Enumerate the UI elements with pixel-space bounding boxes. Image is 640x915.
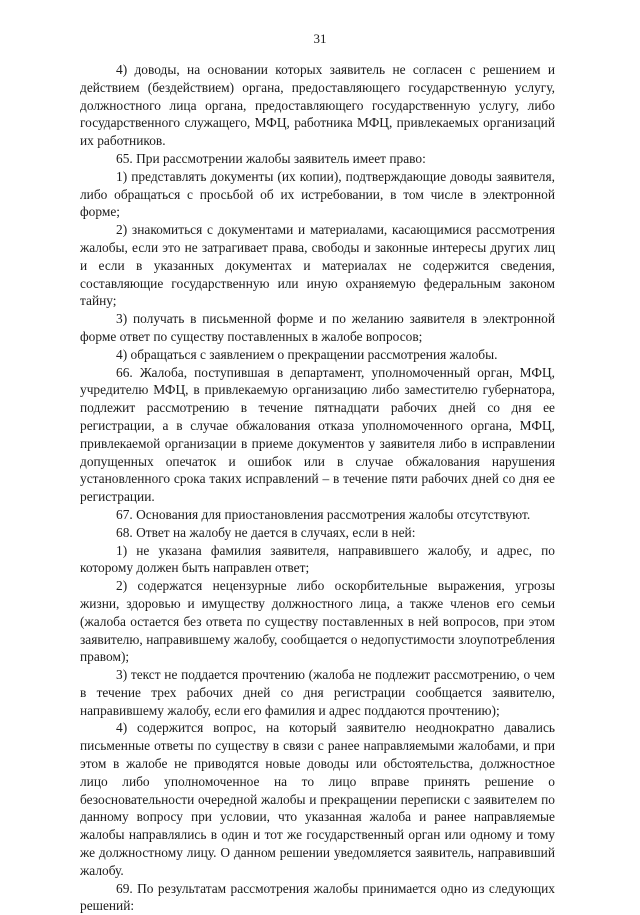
paragraph-65-item-3: 3) получать в письменной форме и по желанию заявителя в электронной форме ответ по существу поставленных в жалобе вопросов;: [80, 311, 555, 344]
paragraph-complaint-item-4-arguments: 4) доводы, на основании которых заявитель не согласен с решением и действием (бездействием) органа, предоставляющего государственную услугу, должностного лица органа, предоставляющего государственную услугу, либо государственного служащего, МФЦ, работника МФЦ, привлекаемых организаций их работников.: [80, 62, 555, 149]
page-number: 31: [313, 31, 327, 46]
paragraph-68-item-2: 2) содержатся нецензурные либо оскорбительные выражения, угрозы жизни, здоровью и имуществу должностного лица, а также членов его семьи (жалоба остается без ответа по существу поставленных в ней вопросов, при этом заявителю, направившему жалобу, сообщается о недопустимости злоупотребления правом);: [80, 578, 555, 665]
paragraph-68-item-3: 3) текст не поддается прочтению (жалоба не подлежит рассмотрению, о чем в течение трех рабочих дней со дня регистрации сообщается заявителю, направившему жалобу, если его фамилия и адрес поддаются прочтению);: [80, 667, 555, 718]
paragraph-65-item-1: 1) представлять документы (их копии), подтверждающие доводы заявителя, либо обращаться с просьбой об их истребовании, в том числе в электронной форме;: [80, 168, 555, 220]
document-body: [80, 61, 555, 915]
paragraph-68-heading: 68. Ответ на жалобу не дается в случаях, если в ней:: [116, 524, 416, 540]
paragraph-65-item-2: 2) знакомиться с документами и материалами, касающимися рассмотрения жалобы, если это не затрагивает права, свободы и законные интересы других лиц и если в указанных документах и материалах не содержится сведения, составляющие государственную или иную охраняемую федеральным законом тайну;: [80, 222, 555, 309]
paragraph-68-item-1: 1) не указана фамилия заявителя, направившего жалобу, и адрес, по которому должен быть направлен ответ;: [80, 542, 555, 576]
paragraph-65-heading: 65. При рассмотрении жалобы заявитель имеет право:: [116, 150, 426, 166]
paragraph-68-item-4: 4) содержится вопрос, на который заявителю неоднократно давались письменные ответы по существу в связи с ранее направляемыми жалобами, и при этом в жалобе не приводятся новые доводы или обстоятельства, должностное лицо либо уполномоченное на то лицо вправе принять решение о безосновательности очередной жалобы и прекращении переписки с заявителем по данному вопросу при условии, что указанная жалоба и ранее направляемые жалобы направлялись в один и тот же государственный орган или одному и тому же должностному лицу. О данном решении уведомляется заявитель, направивший жалобу.: [80, 720, 555, 878]
paragraph-65-item-4: 4) обращаться с заявлением о прекращении рассмотрения жалобы.: [116, 346, 498, 362]
paragraph-66: 66. Жалоба, поступившая в департамент, уполномоченный орган, МФЦ, учредителю МФЦ, в привлекаемую организацию либо заместителю губернатора, подлежит рассмотрению в течение пятнадцати рабочих дней со дня ее регистрации, а в случае обжалования отказа уполномоченного органа, МФЦ, привлекаемой организации в приеме документов у заявителя либо в исправлении допущенных опечаток и ошибок или в случае обжалования нарушения установленного срока таких исправлений – в течение пяти рабочих дней со дня ее регистрации.: [80, 364, 555, 505]
paragraph-69: 69. По результатам рассмотрения жалобы принимается одно из следующих решений:: [80, 880, 555, 914]
paragraph-67: 67. Основания для приостановления рассмотрения жалобы отсутствуют.: [116, 506, 531, 522]
